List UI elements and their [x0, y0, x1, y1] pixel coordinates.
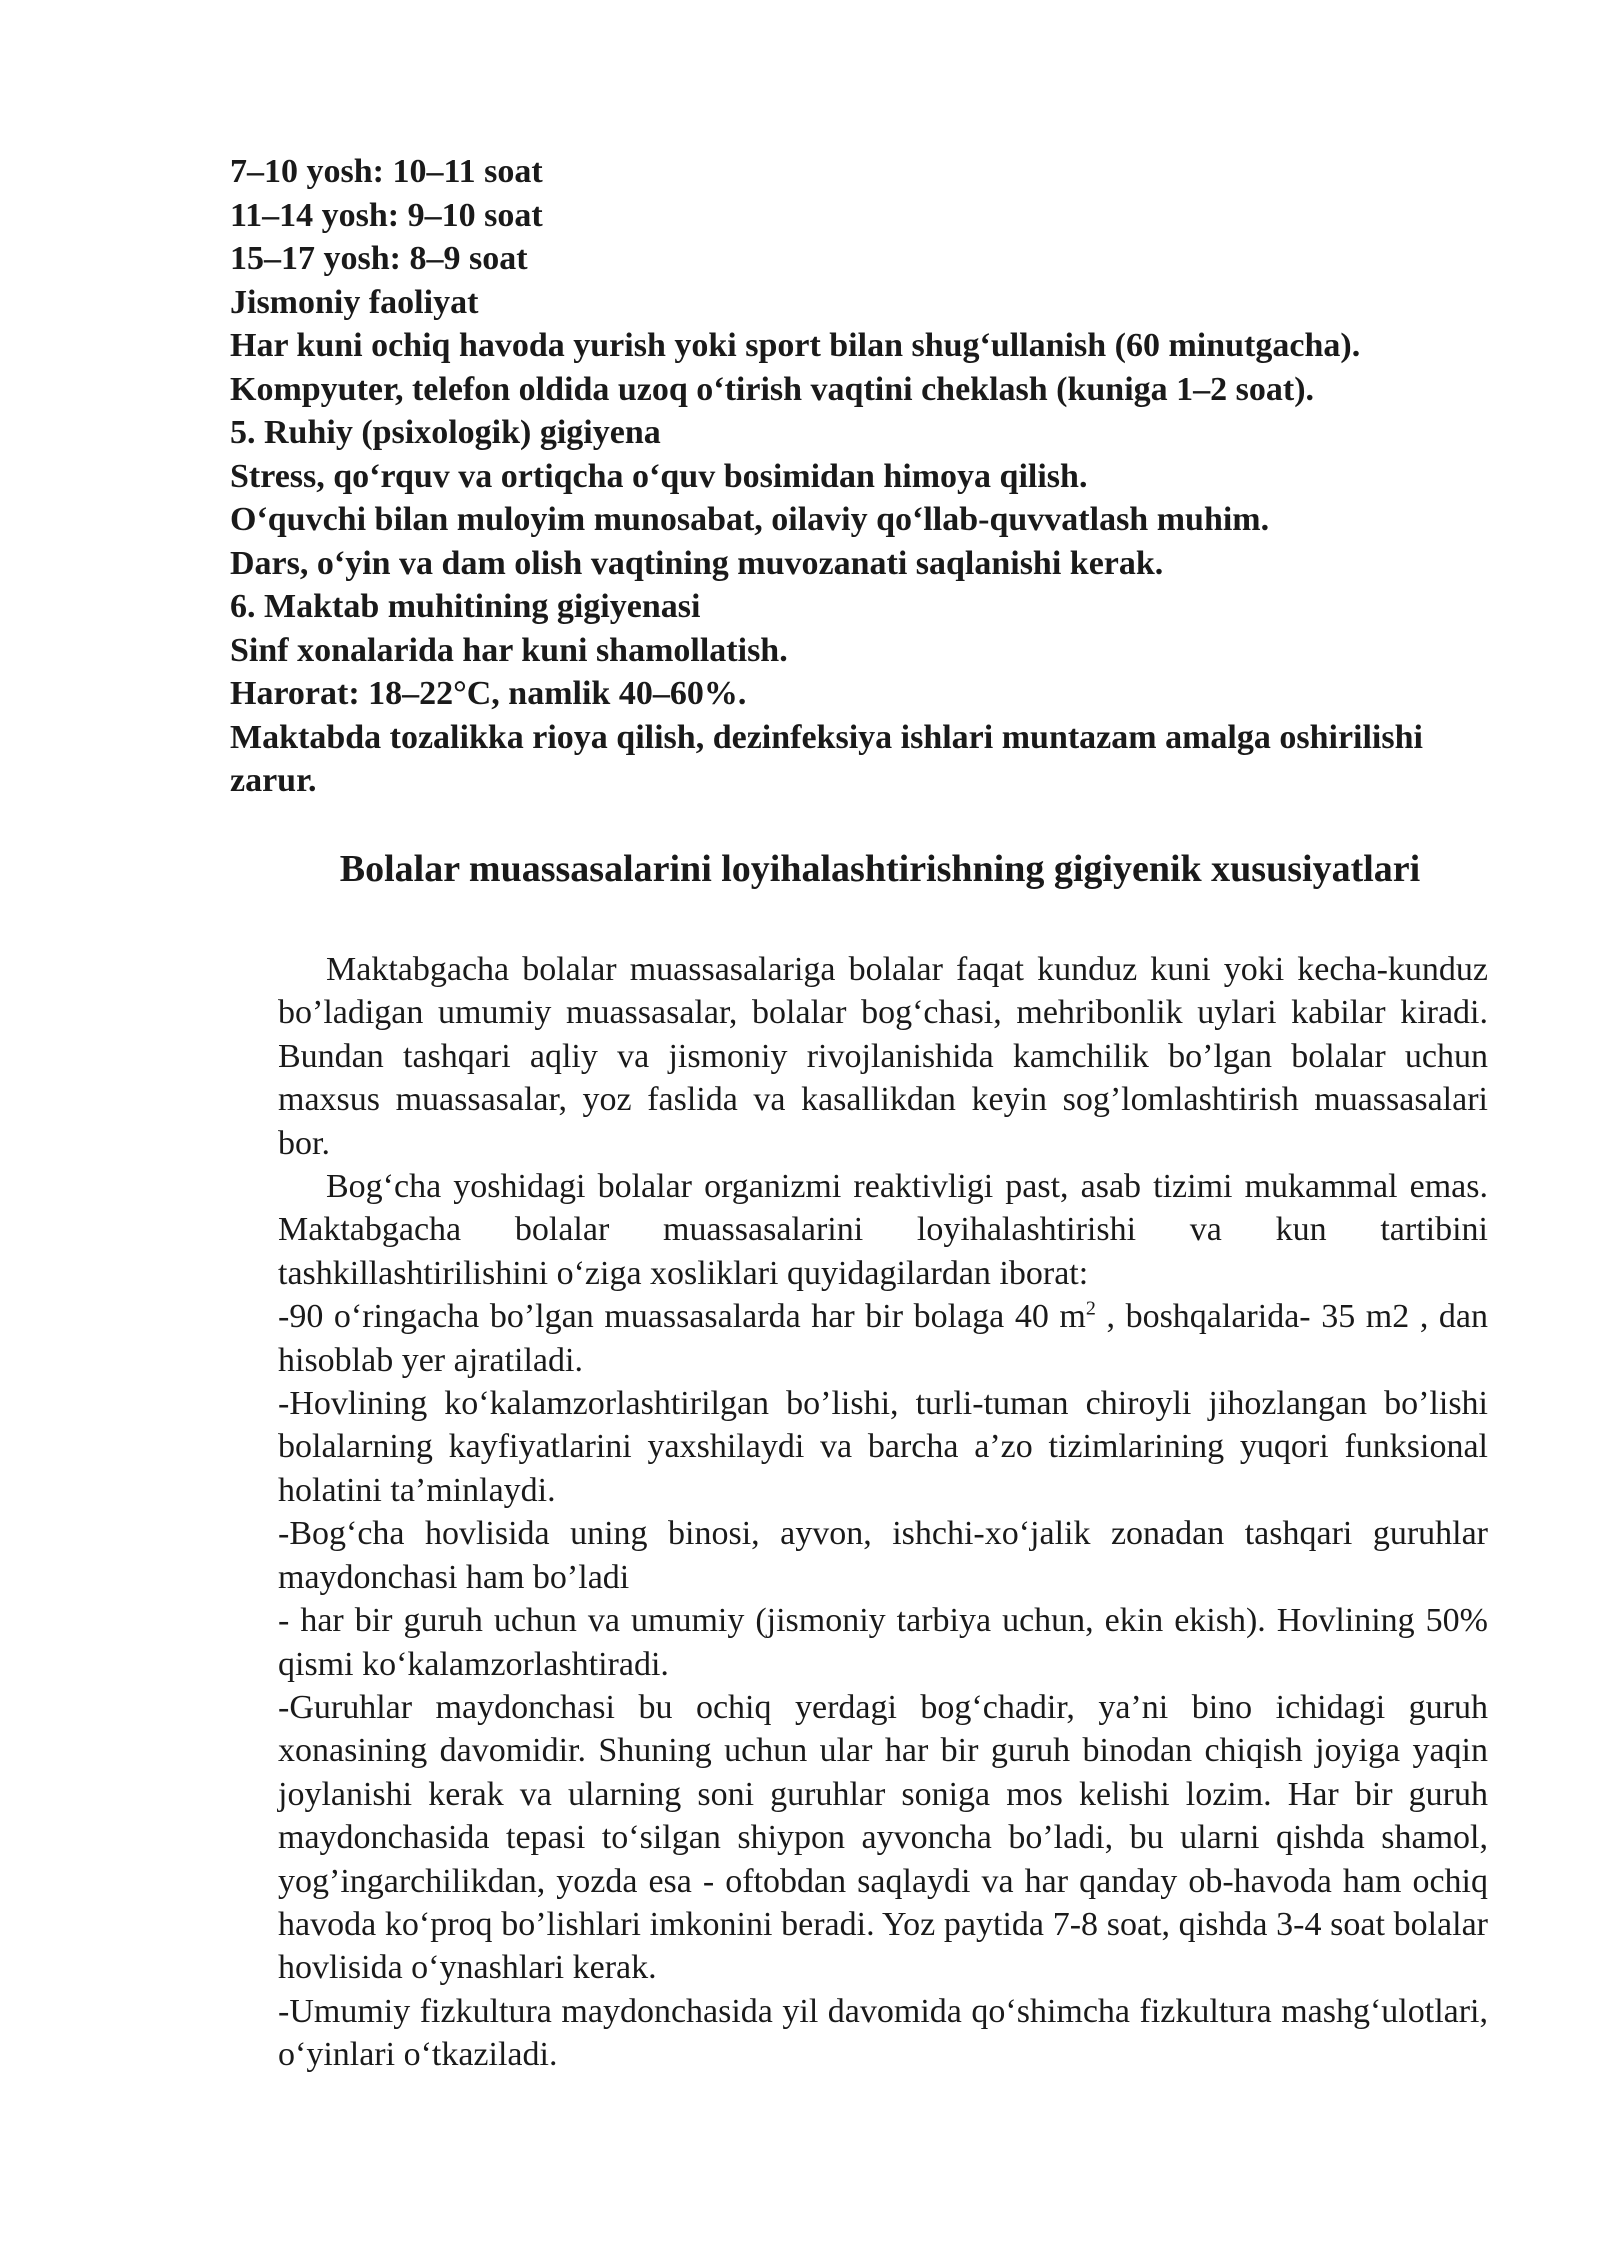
mental-hygiene-heading: 5. Ruhiy (psixologik) gigiyena — [230, 414, 661, 451]
body-text — [278, 948, 1488, 2077]
mental-hygiene-item-1: Stress, qo‘rquv va ortiqcha o‘quv bosimidan himoya qilish. — [230, 457, 1088, 495]
school-environment-item-3: Maktabda tozalikka rioya qilish, dezinfeksiya ishlari muntazam amalga oshirilishi zarur. — [230, 718, 1423, 799]
school-environment-item-2: Harorat: 18–22°C, namlik 40–60%. — [230, 675, 747, 712]
paragraph-3-text-a: -90 o‘ringacha bo’lgan muassasalarda har bir bolaga 40 m — [278, 1298, 1086, 1336]
paragraph-2: Bog‘cha yoshidagi bolalar organizmi reaktivligi past, asab tizimi mukammal emas. Maktabgacha bolalar muassasalarini loyihalashtirishi va kun tartibini tashkillashtirilishini o‘ziga xosliklari quyidagilardan iborat: — [278, 1168, 1488, 1292]
school-environment-item-1: Sinf xonalarida har kuni shamollatish. — [230, 631, 788, 669]
physical-activity-item-2: Kompyuter, telefon oldida uzoq o‘tirish vaqtini cheklash (kuniga 1–2 soat). — [230, 370, 1315, 408]
section-title: Bolalar muassasalarini loyihalashtirishning gigiyenik xususiyatlari — [339, 848, 1421, 890]
paragraph-5: -Bog‘cha hovlisida uning binosi, ayvon, ishchi-xo‘jalik zonadan tashqari guruhlar maydonchasi ham bo’ladi — [278, 1515, 1488, 1596]
paragraph-6: - har bir guruh uchun va umumiy (jismoniy tarbiya uchun, ekin ekish). Hovlining 50% qismi ko‘kalamzorlashtiradi. — [278, 1602, 1488, 1683]
superscript-2: 2 — [1085, 1297, 1096, 1320]
school-environment-heading: 6. Maktab muhitining gigiyenasi — [230, 588, 701, 625]
physical-activity-heading: Jismoniy faoliyat — [230, 283, 479, 321]
paragraph-7: -Guruhlar maydonchasi bu ochiq yerdagi bog‘chadir, ya’ni bino ichidagi guruh xonasining davomidir. Shuning uchun ular har bir guruh binodan chiqish joyiga yaqin joylanishi kerak va ularning soni guruhlar soniga mos kelishi lozim. Har bir guruh maydonchasida tepasi to‘silgan shiypon ayvoncha bo’ladi, bu ularni qishda shamol, yog’ingarchilikdan, yozda esa - oftobdan saqlaydi va har qanday ob-havoda ham ochiq havoda ko‘proq bo’lishlari imkonini beradi. Yoz paytida 7-8 soat, qishda 3-4 soat bolalar hovlisida o‘ynashlari kerak. — [278, 1688, 1488, 1987]
paragraph-4: -Hovlining ko‘kalamzorlashtirilgan bo’lishi, turli-tuman chiroyli jihozlangan bo’lishi bolalarning kayfiyatlarini yaxshilaydi va barcha a’zo tizimlarining yuqori funksional holatini ta’minlaydi. — [278, 1385, 1488, 1509]
mental-hygiene-item-2: O‘quvchi bilan muloyim munosabat, oilaviy qo‘llab-quvvatlash muhim. — [230, 501, 1270, 538]
sleep-age-11-14: 11–14 yosh: 9–10 soat — [230, 196, 543, 234]
physical-activity-item-1: Har kuni ochiq havoda yurish yoki sport bilan shug‘ullanish (60 minutgacha). — [230, 327, 1361, 364]
paragraph-1: Maktabgacha bolalar muassasalariga bolalar faqat kunduz kuni yoki kecha-kunduz bo’ladigan umumiy muassasalar, bolalar bog‘chasi, mehribonlik uylari kabilar kiradi. Bundan tashqari aqliy va jismoniy rivojlanishida kamchilik bo’lgan bolalar uchun maxsus muassasalar, yoz faslida va kasallikdan keyin sog’lomlashtirish muassasalari bor. — [278, 951, 1488, 1162]
mental-hygiene-item-3: Dars, o‘yin va dam olish vaqtining muvozanati saqlanishi kerak. — [230, 544, 1164, 582]
sleep-age-15-17: 15–17 yosh: 8–9 soat — [230, 240, 528, 277]
sleep-age-7-10: 7–10 yosh: 10–11 soat — [230, 153, 543, 190]
paragraph-3-text-b: , boshqalarida- 35 m2 , dan hisoblab yer ajratiladi. — [278, 1298, 1489, 1379]
paragraph-3 — [278, 1295, 1488, 1382]
bold-list-block — [230, 150, 1520, 803]
paragraph-8: -Umumiy fizkultura maydonchasida yil davomida qo‘shimcha fizkultura mashg‘ulotlari, o‘yinlari o‘tkaziladi. — [278, 1992, 1488, 2074]
